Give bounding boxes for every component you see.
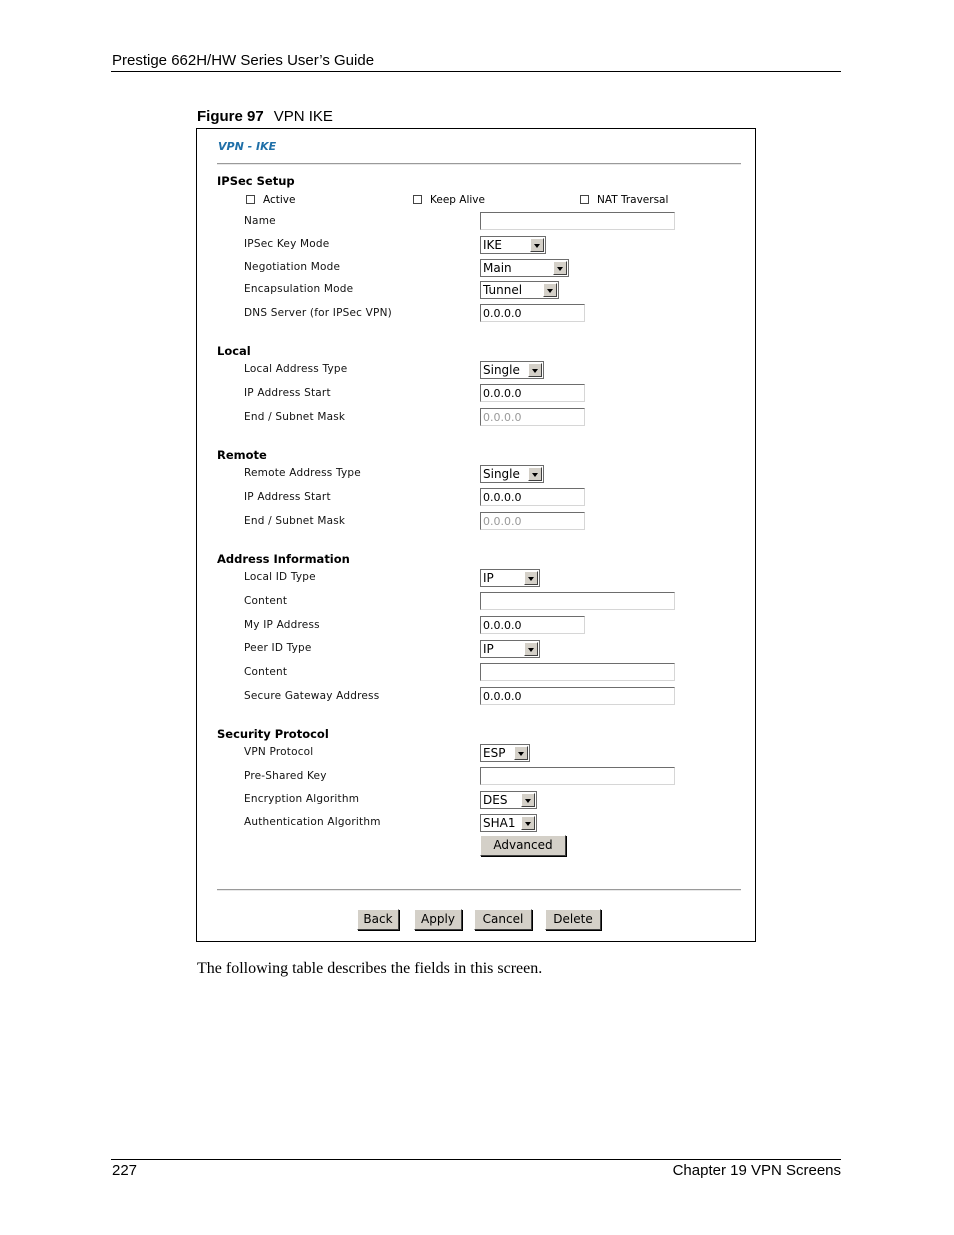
header-title: Prestige 662H/HW Series User’s Guide (112, 52, 375, 69)
encapsulation-mode-value: Tunnel (483, 283, 523, 297)
body-text: The following table describes the fields in this screen. (197, 960, 543, 977)
apply-button[interactable]: Apply (414, 909, 462, 930)
authentication-algorithm-select[interactable] (480, 814, 537, 832)
chevron-down-icon[interactable] (521, 793, 535, 807)
top-divider (217, 163, 741, 165)
remote-end-mask-input[interactable]: 0.0.0.0 (480, 512, 585, 530)
dns-server-input[interactable]: 0.0.0.0 (480, 304, 585, 322)
authentication-algorithm-label: Authentication Algorithm (244, 816, 381, 828)
nat-traversal-label: NAT Traversal (597, 194, 669, 206)
figure-number: Figure 97 (197, 108, 264, 125)
vpn-protocol-select[interactable] (480, 744, 530, 762)
ipsec-setup-heading: IPSec Setup (217, 174, 295, 188)
secure-gateway-label: Secure Gateway Address (244, 690, 380, 702)
chevron-down-icon[interactable] (514, 746, 528, 760)
ipsec-key-mode-value: IKE (483, 238, 502, 252)
remote-heading: Remote (217, 448, 267, 462)
local-end-mask-input[interactable]: 0.0.0.0 (480, 408, 585, 426)
encryption-algorithm-select[interactable] (480, 791, 537, 809)
my-ip-address-label: My IP Address (244, 619, 320, 631)
header-rule (111, 71, 841, 72)
figure-title: VPN IKE (273, 108, 333, 125)
local-content-input[interactable] (480, 592, 675, 610)
page-number: 227 (112, 1162, 138, 1179)
chevron-down-icon[interactable] (543, 283, 557, 297)
remote-address-type-select[interactable] (480, 465, 544, 483)
active-checkbox[interactable] (246, 195, 255, 204)
authentication-algorithm-value: SHA1 (483, 816, 516, 830)
secure-gateway-input[interactable]: 0.0.0.0 (480, 687, 675, 705)
my-ip-address-input[interactable]: 0.0.0.0 (480, 616, 585, 634)
local-ip-start-input[interactable]: 0.0.0.0 (480, 384, 585, 402)
negotiation-mode-label: Negotiation Mode (244, 261, 341, 273)
negotiation-mode-value: Main (483, 261, 512, 275)
ipsec-key-mode-label: IPSec Key Mode (244, 238, 330, 250)
name-label: Name (244, 215, 276, 227)
cancel-button[interactable]: Cancel (474, 909, 532, 930)
local-heading: Local (217, 344, 251, 358)
screen-title: VPN - IKE (218, 140, 277, 153)
back-button[interactable]: Back (357, 909, 399, 930)
pre-shared-key-input[interactable] (480, 767, 675, 785)
local-id-type-select[interactable] (480, 569, 540, 587)
ipsec-key-mode-select[interactable] (480, 236, 546, 254)
delete-button[interactable]: Delete (545, 909, 601, 930)
encapsulation-mode-select[interactable] (480, 281, 559, 299)
dns-server-label: DNS Server (for IPSec VPN) (244, 307, 392, 319)
peer-id-type-select[interactable] (480, 640, 540, 658)
chevron-down-icon[interactable] (521, 816, 535, 830)
security-protocol-heading: Security Protocol (217, 727, 329, 741)
remote-address-type-value: Single (483, 467, 520, 481)
local-id-type-label: Local ID Type (244, 571, 316, 583)
vpn-protocol-value: ESP (483, 746, 506, 760)
chevron-down-icon[interactable] (553, 261, 567, 275)
encryption-algorithm-value: DES (483, 793, 508, 807)
chapter-title: Chapter 19 VPN Screens (672, 1162, 841, 1179)
vpn-ike-screenshot (196, 128, 756, 942)
nat-traversal-checkbox[interactable] (580, 195, 589, 204)
local-end-mask-label: End / Subnet Mask (244, 411, 346, 423)
local-address-type-select[interactable] (480, 361, 544, 379)
chevron-down-icon[interactable] (528, 363, 542, 377)
chevron-down-icon[interactable] (524, 571, 538, 585)
local-address-type-label: Local Address Type (244, 363, 348, 375)
encryption-algorithm-label: Encryption Algorithm (244, 793, 360, 805)
bottom-divider (217, 889, 741, 891)
remote-ip-start-label: IP Address Start (244, 491, 331, 503)
footer-rule (111, 1159, 841, 1160)
remote-ip-start-input[interactable]: 0.0.0.0 (480, 488, 585, 506)
peer-content-input[interactable] (480, 663, 675, 681)
remote-end-mask-label: End / Subnet Mask (244, 515, 346, 527)
local-content-label: Content (244, 595, 288, 607)
peer-id-type-value: IP (483, 642, 494, 656)
chevron-down-icon[interactable] (530, 238, 544, 252)
remote-address-type-label: Remote Address Type (244, 467, 361, 479)
encapsulation-mode-label: Encapsulation Mode (244, 283, 354, 295)
peer-content-label: Content (244, 666, 288, 678)
vpn-protocol-label: VPN Protocol (244, 746, 314, 758)
local-address-type-value: Single (483, 363, 520, 377)
advanced-button[interactable]: Advanced (480, 835, 566, 856)
local-id-type-value: IP (483, 571, 494, 585)
keep-alive-checkbox[interactable] (413, 195, 422, 204)
pre-shared-key-label: Pre-Shared Key (244, 770, 327, 782)
chevron-down-icon[interactable] (528, 467, 542, 481)
address-info-heading: Address Information (217, 552, 350, 566)
active-label: Active (263, 194, 296, 206)
figure-caption (197, 108, 333, 125)
keep-alive-label: Keep Alive (430, 194, 485, 206)
local-ip-start-label: IP Address Start (244, 387, 331, 399)
peer-id-type-label: Peer ID Type (244, 642, 312, 654)
chevron-down-icon[interactable] (524, 642, 538, 656)
negotiation-mode-select[interactable] (480, 259, 569, 277)
name-input[interactable] (480, 212, 675, 230)
